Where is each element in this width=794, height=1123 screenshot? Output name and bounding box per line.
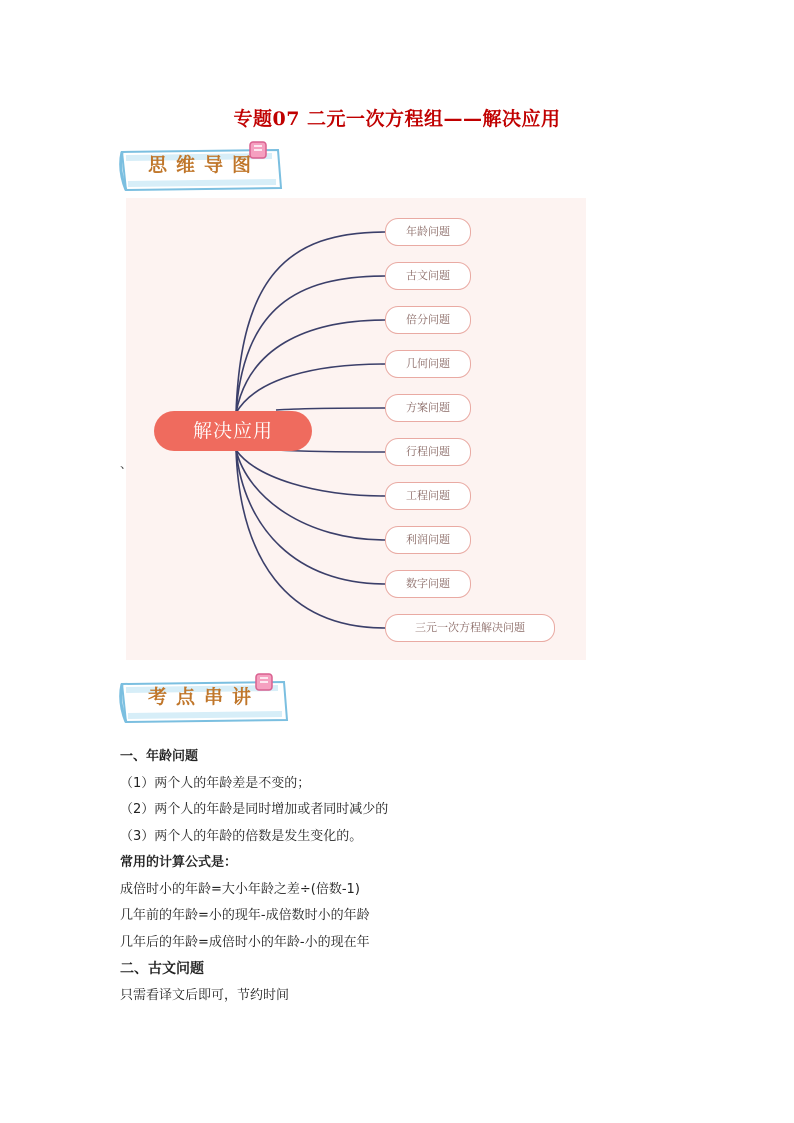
mindmap-node-ternary: 三元一次方程解决问题	[385, 614, 555, 642]
mindmap	[126, 198, 586, 660]
mindmap-node-multiple: 倍分问题	[385, 306, 471, 334]
banner-title-mindmap: 思维导图	[148, 154, 261, 176]
content-body	[120, 744, 680, 1009]
list-item: （2）两个人的年龄是同时增加或者同时减少的	[120, 802, 389, 817]
mindmap-node-scheme: 方案问题	[385, 394, 471, 422]
mindmap-node-digit: 数字问题	[385, 570, 471, 598]
mindmap-node-age: 年龄问题	[385, 218, 471, 246]
branch-line	[236, 232, 385, 413]
page-title: 专题07 二元一次方程组——解决应用	[233, 108, 561, 130]
branch-line	[236, 320, 385, 413]
mindmap-node-geometry: 几何问题	[385, 350, 471, 378]
section-heading-classical: 二、古文问题	[120, 961, 204, 977]
list-item: （1）两个人的年龄差是不变的；	[120, 775, 311, 791]
branch-line	[236, 450, 385, 496]
mindmap-node-engineering: 工程问题	[385, 482, 471, 510]
branch-line	[236, 364, 385, 413]
formula-line: 几年前的年龄=小的现年-成倍数时小的年龄	[120, 908, 370, 923]
mindmap-node-travel: 行程问题	[385, 438, 471, 466]
mindmap-node-classical: 古文问题	[385, 262, 471, 290]
formula-heading: 常用的计算公式是：	[120, 855, 238, 870]
mindmap-node-profit: 利润问题	[385, 526, 471, 554]
branch-line	[276, 408, 385, 410]
mindmap-banner	[118, 140, 288, 198]
branch-line	[236, 276, 385, 413]
formula-line: 成倍时小的年龄=大小年龄之差÷(倍数-1)	[120, 881, 360, 897]
list-item: （3）两个人的年龄的倍数是发生变化的。	[120, 828, 363, 844]
section-heading-age: 一、年龄问题	[120, 749, 199, 764]
lecture-banner	[118, 672, 294, 730]
stray-mark: 、	[120, 457, 133, 471]
section-text: 只需看译文后即可，节约时间	[120, 987, 290, 1003]
formula-line: 几年后的年龄=成倍时小的年龄-小的现在年	[120, 934, 370, 950]
banner-title-lecture: 考点串讲	[148, 686, 261, 708]
mindmap-center-node: 解决应用	[154, 411, 312, 451]
